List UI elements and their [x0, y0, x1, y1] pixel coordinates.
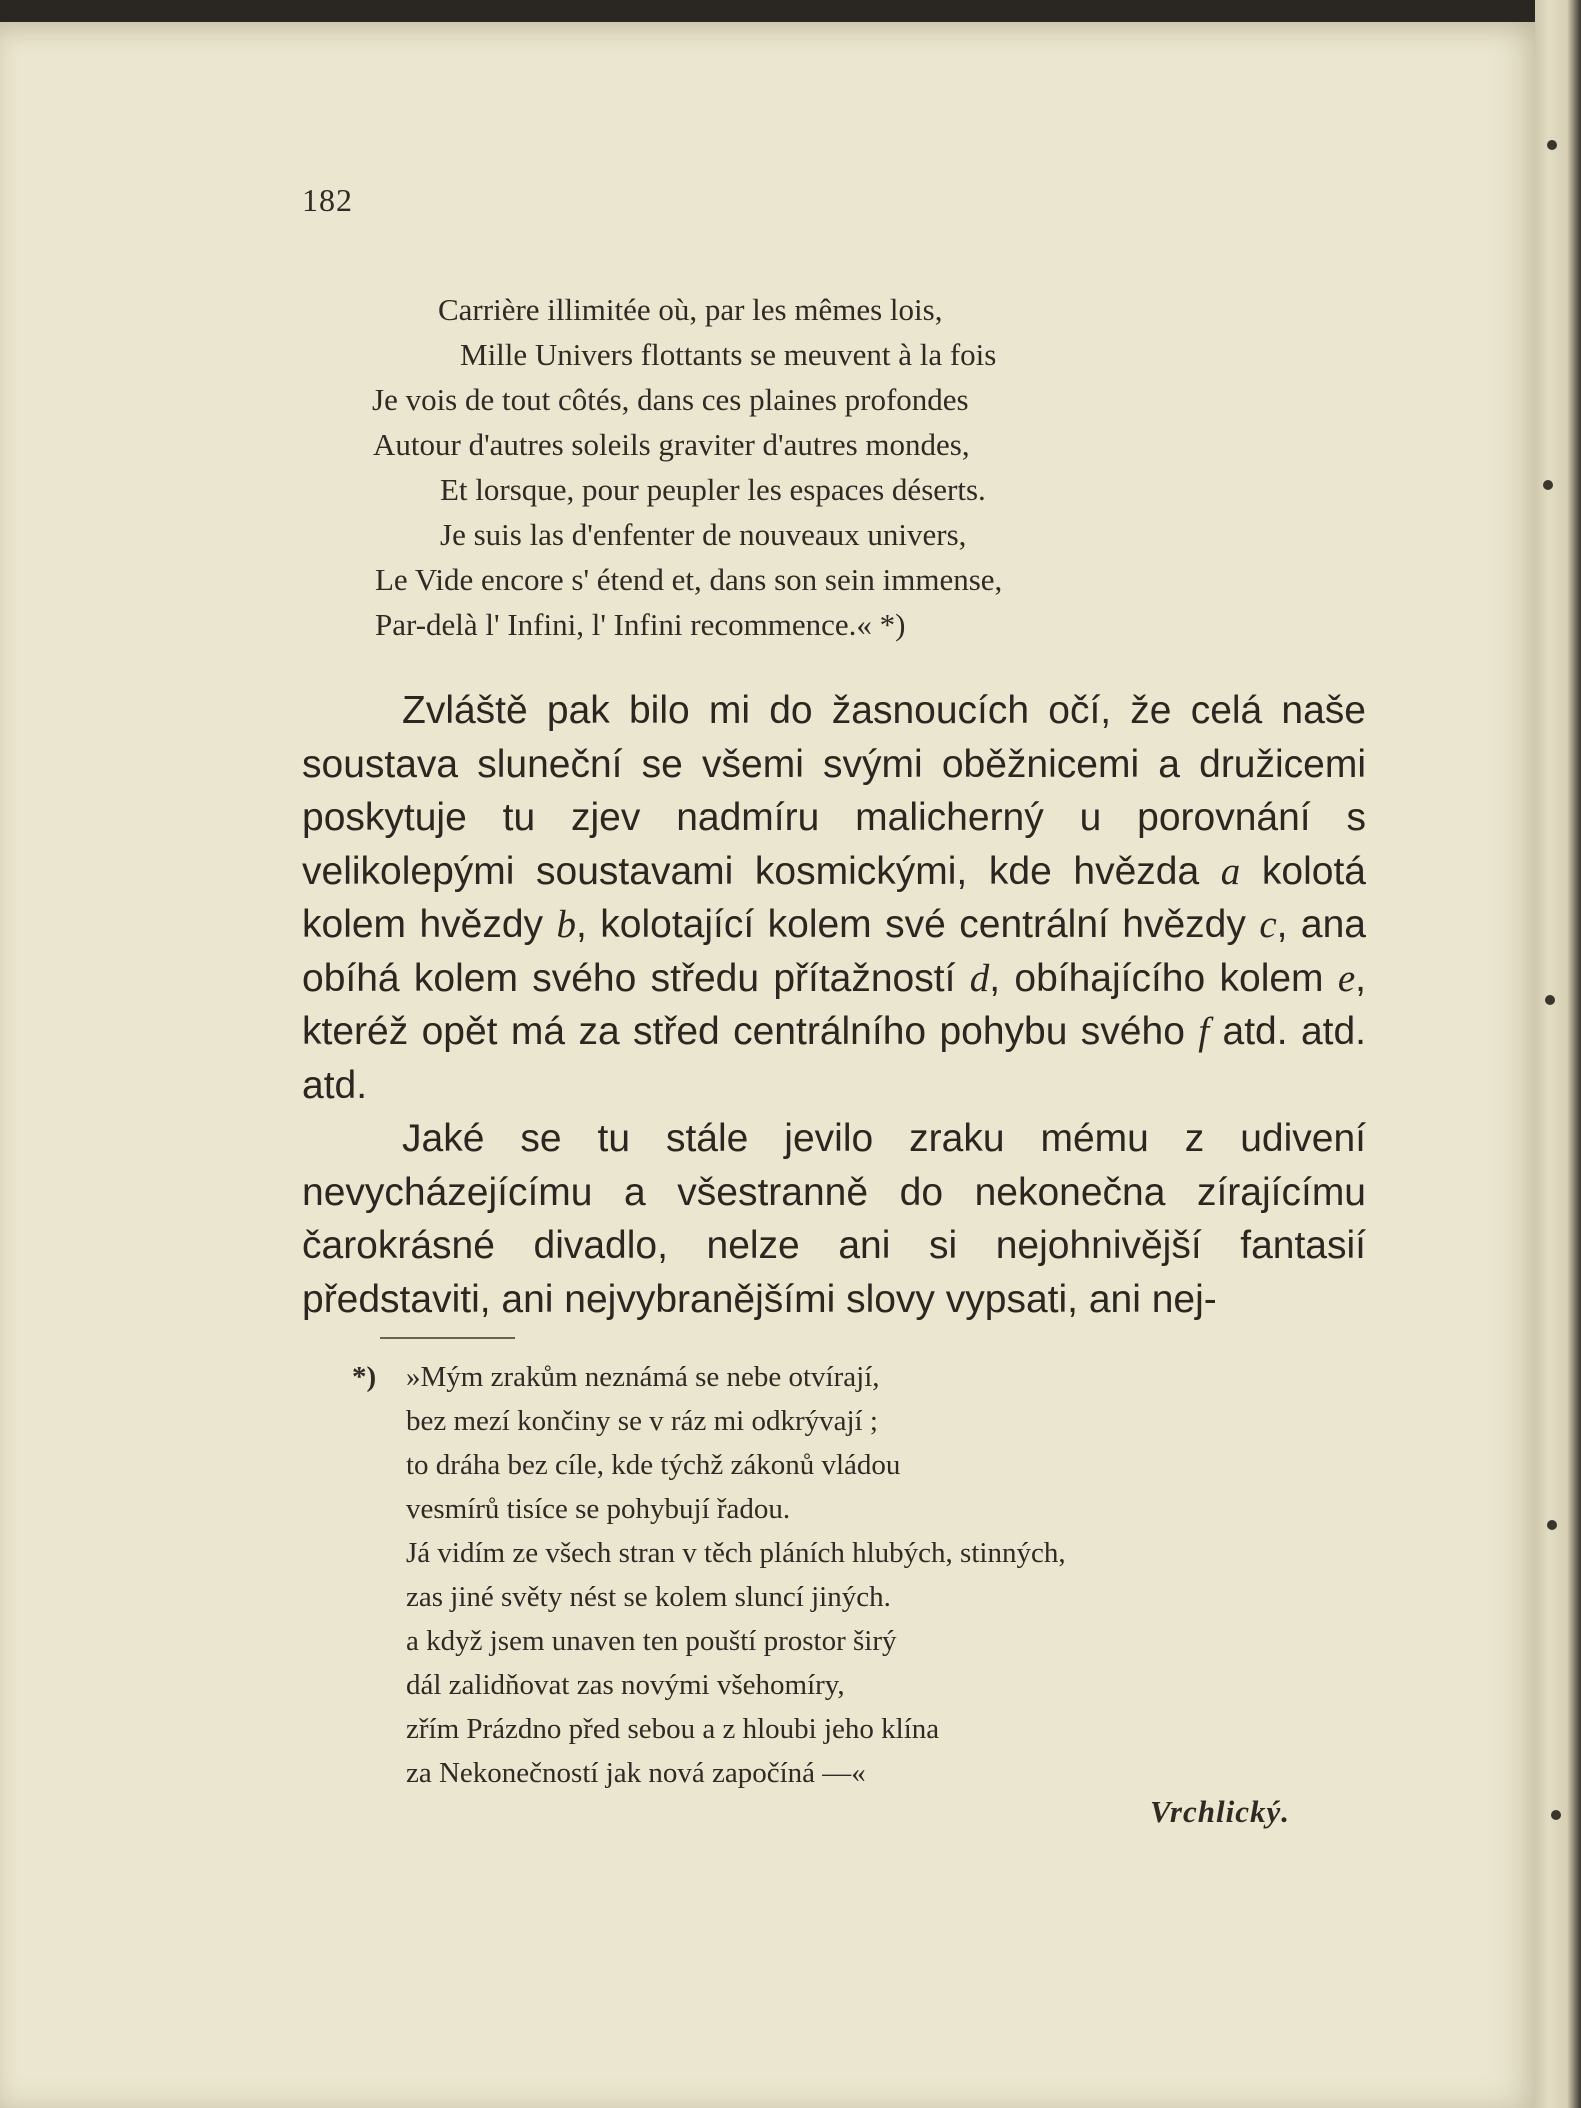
variable-d: d: [969, 956, 990, 1000]
variable-c: c: [1259, 903, 1277, 946]
variable-f: f: [1198, 1010, 1210, 1053]
verse-line: Carrière illimitée où, par les mêmes lois,: [438, 292, 943, 327]
verse-line: Et lorsque, pour peupler les espaces déserts.: [440, 472, 986, 507]
paragraph-1-text: , kolotající kolem své centrální hvězdy: [576, 903, 1260, 946]
paragraph-1-text: , obíhajícího kolem: [989, 956, 1338, 1000]
verse-line: Je suis las d'enfenter de nouveaux univers,: [440, 517, 967, 552]
author-signature: Vrchlický.: [1149, 1794, 1290, 1829]
paragraph-1-text: , kteréž opět má za střed centrálního pohybu svého: [302, 956, 1366, 1053]
paragraph-1-text: kolotá kolem hvězdy: [302, 849, 1366, 946]
book-page: [0, 22, 1540, 2108]
verse-line: Mille Univers flottants se meuvent à la fois: [460, 337, 997, 372]
binding-mark: [1543, 480, 1553, 490]
binding-mark: [1551, 1810, 1561, 1820]
main-text: [302, 684, 1366, 1326]
paragraph-1: [302, 684, 1366, 1112]
french-verse: [370, 287, 1370, 647]
page-gutter: [1535, 0, 1581, 2108]
footnote-line: dál zalidňovat zas novými všehomíry,: [406, 1669, 845, 1701]
footnote-line: vesmírů tisíce se pohybují řadou.: [406, 1493, 791, 1525]
variable-e: e: [1337, 956, 1356, 1000]
footnote-divider: [380, 1337, 515, 1339]
footnote-line: Já vidím ze všech stran v těch pláních hlubých, stinných,: [406, 1537, 1066, 1569]
verse-line: Autour d'autres soleils graviter d'autres mondes,: [373, 427, 970, 462]
footnote-line: bez mezí končiny se v ráz mi odkrývají ;: [406, 1405, 878, 1437]
footnote-line: za Nekonečností jak nová započíná —«: [406, 1757, 866, 1789]
footnote: [352, 1355, 1372, 1795]
footnote-line: zřím Prázdno před sebou a z hloubi jeho klína: [406, 1713, 940, 1745]
variable-a: a: [1220, 849, 1241, 893]
footnote-line: »Mým zrakům neznámá se nebe otvírají,: [406, 1361, 880, 1393]
binding-mark: [1545, 995, 1555, 1005]
paragraph-1-text: atd. atd. atd.: [302, 1010, 1367, 1107]
page-number: 182: [302, 182, 353, 218]
footnote-marker: *): [352, 1361, 377, 1393]
verse-line: Par-delà l' Infini, l' Infini recommence.« *): [375, 607, 906, 642]
footnote-line: a když jsem unaven ten pouští prostor širý: [406, 1625, 897, 1657]
binding-mark: [1547, 1520, 1557, 1530]
verse-line: Je vois de tout côtés, dans ces plaines profondes: [372, 382, 969, 417]
verse-line: Le Vide encore s' étend et, dans son sein immense,: [375, 562, 1003, 597]
footnote-line: to dráha bez cíle, kde týchž zákonů vládou: [406, 1449, 901, 1481]
paragraph-1-text: , ana obíhá kolem svého středu přítažností: [302, 903, 1366, 1000]
variable-b: b: [556, 903, 576, 946]
czech-verse: [406, 1355, 1066, 1795]
paragraph-2: Jaké se tu stále jevilo zraku mému z udivení nevycházejícímu a všestranně do nekonečna zírajícímu čarokrásné divadlo, nelze ani si nejohnivější fantasií představiti, ani nejvybranějšími slovy vypsati, ani nej-: [302, 1117, 1366, 1321]
paragraph-1-text: Zvláště pak bilo mi do žasnoucích očí, že celá naše soustava sluneční se všemi svými oběžnicemi a družicemi poskytuje tu zjev nadmíru malicherný u porovnání s velikolepými soustavami kosmickými, kde hvězda: [302, 689, 1366, 893]
binding-mark: [1547, 140, 1557, 150]
footnote-line: zas jiné světy nést se kolem sluncí jiných.: [406, 1581, 891, 1613]
